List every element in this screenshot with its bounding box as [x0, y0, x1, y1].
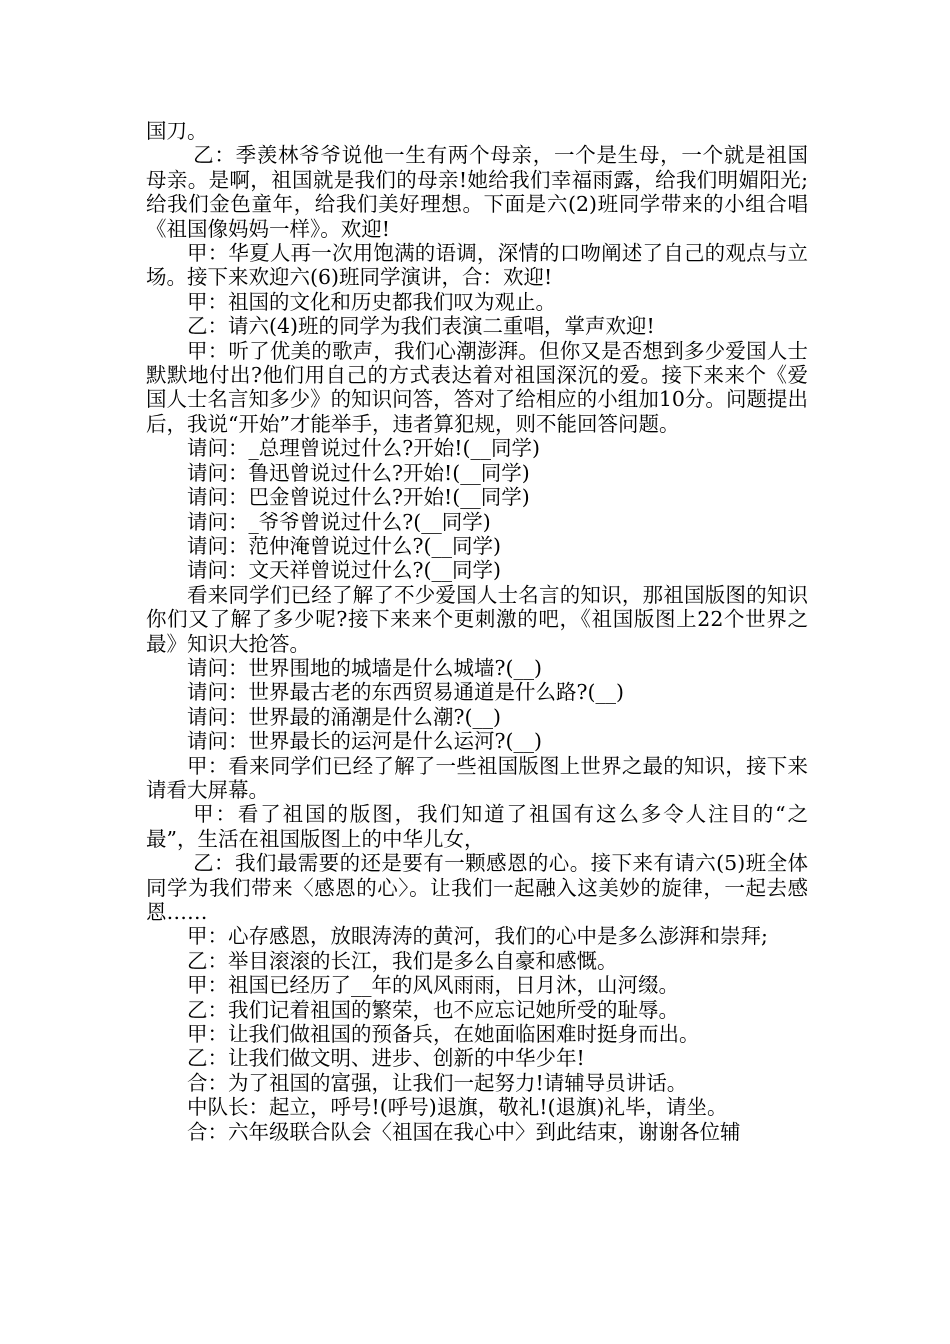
paragraph: 国刀。	[146, 119, 208, 143]
paragraph: 甲：看来同学们已经了解了一些祖国版图上世界之最的知识，接下来请看大屏幕。	[146, 753, 808, 802]
paragraph: 中队长：起立，呼号!(呼号)退旗，敬礼!(退旗)礼毕，请坐。	[187, 1095, 728, 1120]
paragraph: 合：为了祖国的富强，让我们一起努力!请辅导员讲话。	[187, 1070, 688, 1095]
paragraph: 合：六年级联合队会〈祖国在我心中〉到此结束，谢谢各位辅	[187, 1119, 741, 1144]
paragraph: 请问：_总理曾说过什么?开始!(__同学)	[187, 436, 540, 461]
paragraph: 请问：文天祥曾说过什么?(__同学)	[187, 558, 501, 583]
paragraph: 甲：祖国的文化和历史都我们叹为观止。	[187, 289, 556, 314]
paragraph: 请问：世界最长的运河是什么运河?(__)	[187, 729, 542, 754]
paragraph: 乙：我们最需要的还是要有一颗感恩的心。接下来有请六(5)班全体同学为我们带来〈感恩的心〉。让我们一起融入这美妙的旋律，一起去感恩……	[146, 851, 808, 924]
paragraph: 乙：季羡林爷爷说他一生有两个母亲，一个是生母，一个就是祖国母亲。是啊，祖国就是我们的母亲!她给我们幸福雨露，给我们明媚阳光;给我们金色童年，给我们美好理想。下面是六(2)班同学带来的小组合唱《祖国像妈妈一样》。欢迎!	[146, 143, 808, 241]
paragraph: 甲：心存感恩，放眼涛涛的黄河，我们的心中是多么澎湃和崇拜;	[187, 924, 768, 949]
paragraph: 请问：范仲淹曾说过什么?(__同学)	[187, 533, 501, 558]
paragraph: 甲：听了优美的歌声，我们心潮澎湃。但你又是否想到多少爱国人士默默地付出?他们用自己的方式表达着对祖国深沉的爱。接下来来个《爱国人士名言知多少》的知识问答，答对了给相应的小组加10分。问题提出后，我说“开始”才能举手，违者算犯规，则不能回答问题。	[146, 338, 808, 436]
paragraph: 请问：世界最的涌潮是什么潮?(__)	[187, 704, 501, 729]
paragraph: 乙：让我们做文明、进步、创新的中华少年!	[187, 1046, 585, 1071]
paragraph: 甲：华夏人再一次用饱满的语调，深情的口吻阐述了自己的观点与立场。接下来欢迎六(6)班同学演讲，合：欢迎!	[146, 241, 808, 290]
paragraph: 请问：巴金曾说过什么?开始!(__同学)	[187, 485, 530, 510]
paragraph: 乙：请六(4)班的同学为我们表演二重唱，掌声欢迎!	[187, 314, 655, 339]
paragraph: 请问：鲁迅曾说过什么?开始!(__同学)	[187, 460, 530, 485]
paragraph: 请问：_爷爷曾说过什么?(__同学)	[187, 509, 491, 534]
paragraph: 甲：看了祖国的版图，我们知道了祖国有这么多令人注目的“之最”，生活在祖国版图上的中华儿女，	[146, 802, 808, 851]
paragraph: 乙：举目滚滚的长江，我们是多么自豪和感慨。	[187, 948, 618, 973]
paragraph: 乙：我们记着祖国的繁荣，也不应忘记她所受的耻辱。	[187, 997, 679, 1022]
document-page	[146, 119, 808, 1144]
paragraph: 请问：世界围地的城墙是什么城墙?(__)	[187, 655, 542, 680]
paragraph: 请问：世界最古老的东西贸易通道是什么路?(__)	[187, 680, 624, 705]
paragraph: 看来同学们已经了解了不少爱国人士名言的知识，那祖国版图的知识你们又了解了多少呢?接下来来个更刺激的吧，《祖国版图上22个世界之最》知识大抢答。	[146, 582, 808, 656]
paragraph: 甲：让我们做祖国的预备兵，在她面临困难时挺身而出。	[187, 1022, 700, 1047]
paragraph: 甲：祖国已经历了__年的风风雨雨，日月沐，山河缀。	[187, 973, 679, 998]
